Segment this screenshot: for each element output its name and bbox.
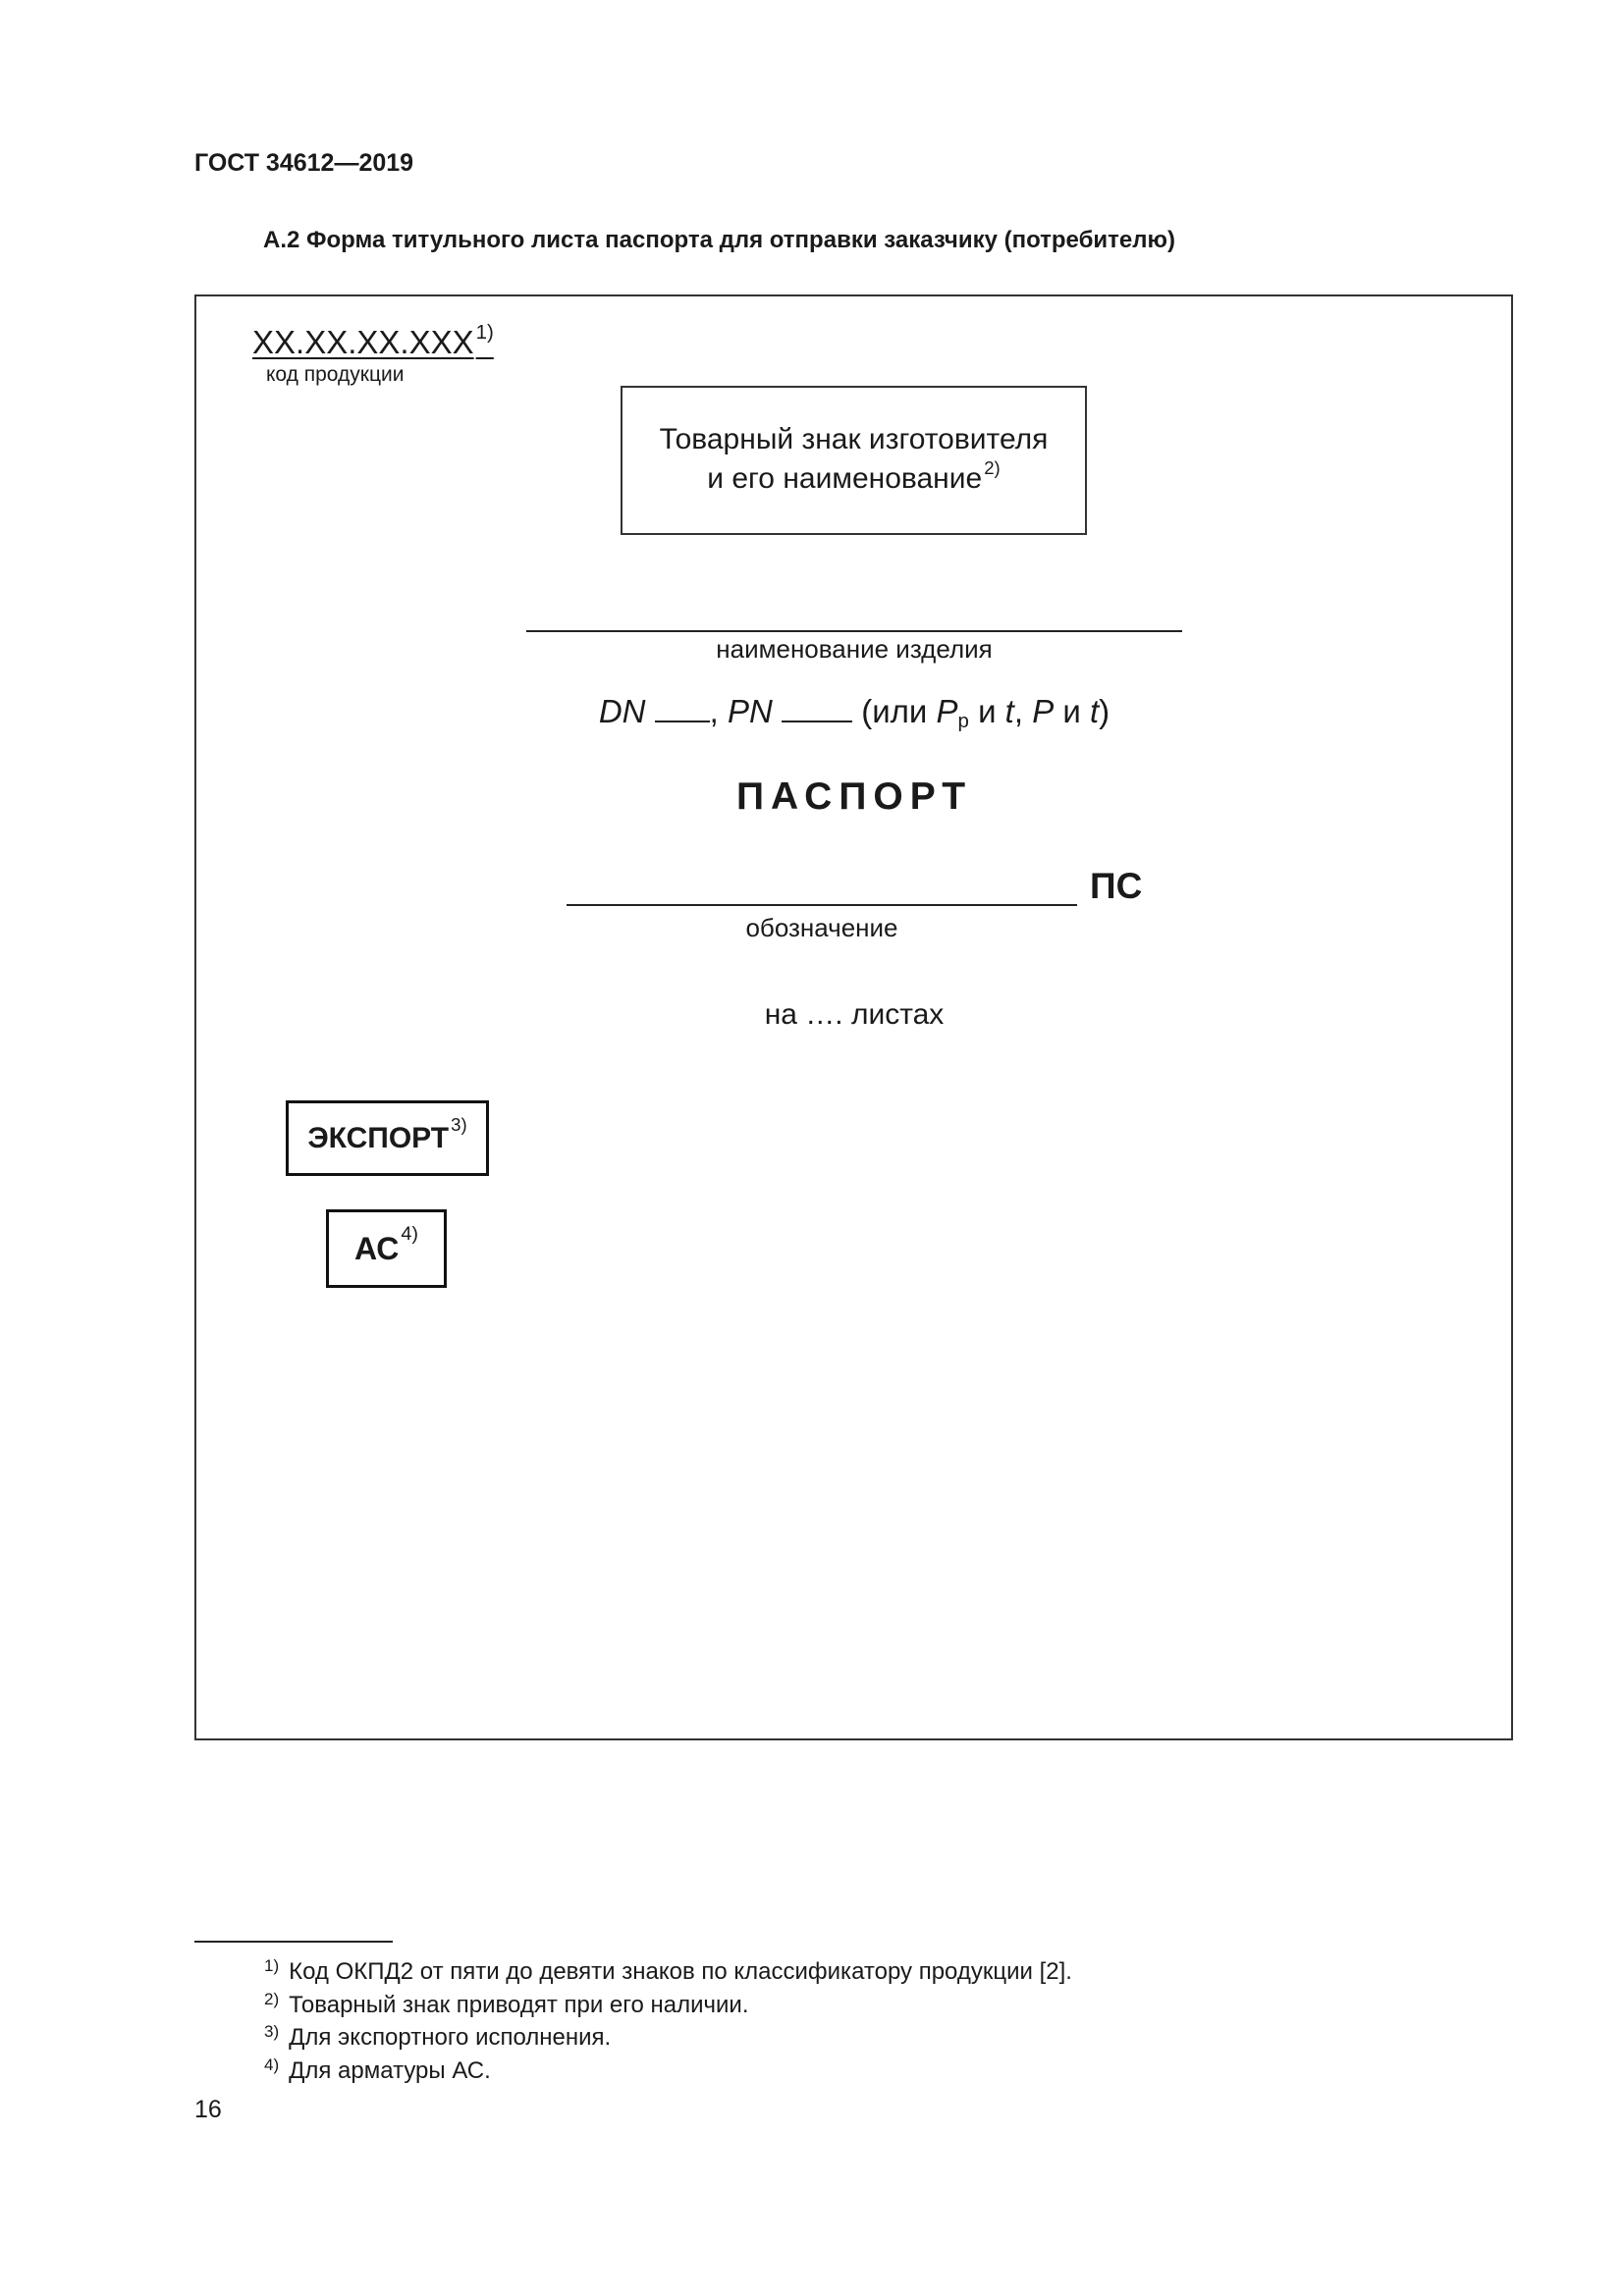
designation-line (567, 904, 1077, 906)
pn-label: PN (728, 693, 773, 729)
page-number: 16 (194, 2096, 222, 2123)
as-stamp-label: АС (353, 1230, 400, 1266)
as-footnote-ref: 4) (401, 1222, 419, 1245)
footnote-number: 2) (264, 1990, 280, 2008)
t-label-2: t (1089, 693, 1100, 729)
params-open: (или (861, 693, 928, 729)
product-code-value: XX.XX.XX.XXX (252, 324, 474, 360)
footnote (264, 2057, 491, 2085)
trademark-line-2-text: и его наименование (707, 461, 983, 495)
p-label: P (1032, 693, 1055, 729)
footnote-number: 3) (264, 2022, 280, 2041)
footnote (264, 2024, 611, 2052)
dn-blank (655, 695, 710, 722)
trademark-footnote-ref: 2) (984, 456, 1001, 478)
passport-title: ПАСПОРТ (735, 775, 973, 818)
product-code-caption: код продукции (266, 363, 405, 386)
document-header: ГОСТ 34612—2019 (194, 149, 414, 177)
export-footnote-ref: 3) (451, 1113, 467, 1135)
params-comma: , (709, 693, 719, 729)
trademark-line-1: Товарный знак изготовителя (659, 422, 1049, 455)
export-stamp-label: ЭКСПОРТ (307, 1121, 450, 1154)
export-stamp (286, 1100, 489, 1176)
footnote-text: Товарный знак приводят при его наличии. (289, 1992, 749, 2018)
as-stamp (326, 1209, 447, 1288)
footnote (264, 1992, 749, 2019)
product-name-caption: наименование изделия (716, 634, 993, 664)
product-code (252, 320, 494, 361)
parameters-line (526, 693, 1182, 733)
designation-suffix: ПС (1090, 866, 1143, 906)
footnote-text: Для арматуры АС. (289, 2057, 491, 2084)
footnote-separator (194, 1941, 393, 1943)
footnote-text: Для экспортного исполнения. (289, 2024, 612, 2051)
trademark-line-2 (707, 456, 1001, 502)
dn-label: DN (598, 693, 646, 729)
product-name-line (526, 630, 1182, 632)
params-sep: , (1013, 693, 1024, 729)
designation-caption: обозначение (745, 913, 898, 942)
section-title: А.2 Форма титульного листа паспорта для отправки заказчику (потребителю) (263, 227, 1176, 253)
footnote-number: 1) (264, 1956, 280, 1975)
pp-subscript: р (957, 710, 969, 733)
params-close: ) (1099, 693, 1110, 729)
trademark-box (621, 386, 1087, 535)
footnote-text: Код ОКПД2 от пяти до девяти знаков по классификатору продукции [2]. (289, 1958, 1072, 1985)
footnote-number: 4) (264, 2056, 280, 2074)
pp-label: P (936, 693, 958, 729)
t-label-1: t (1004, 693, 1014, 729)
params-and-1: и (978, 693, 997, 729)
sheets-count-text: на …. листах (764, 998, 945, 1031)
footnote (264, 1958, 1072, 1986)
pn-blank (782, 695, 852, 722)
product-code-footnote-ref: 1) (475, 320, 494, 344)
params-and-2: и (1062, 693, 1081, 729)
